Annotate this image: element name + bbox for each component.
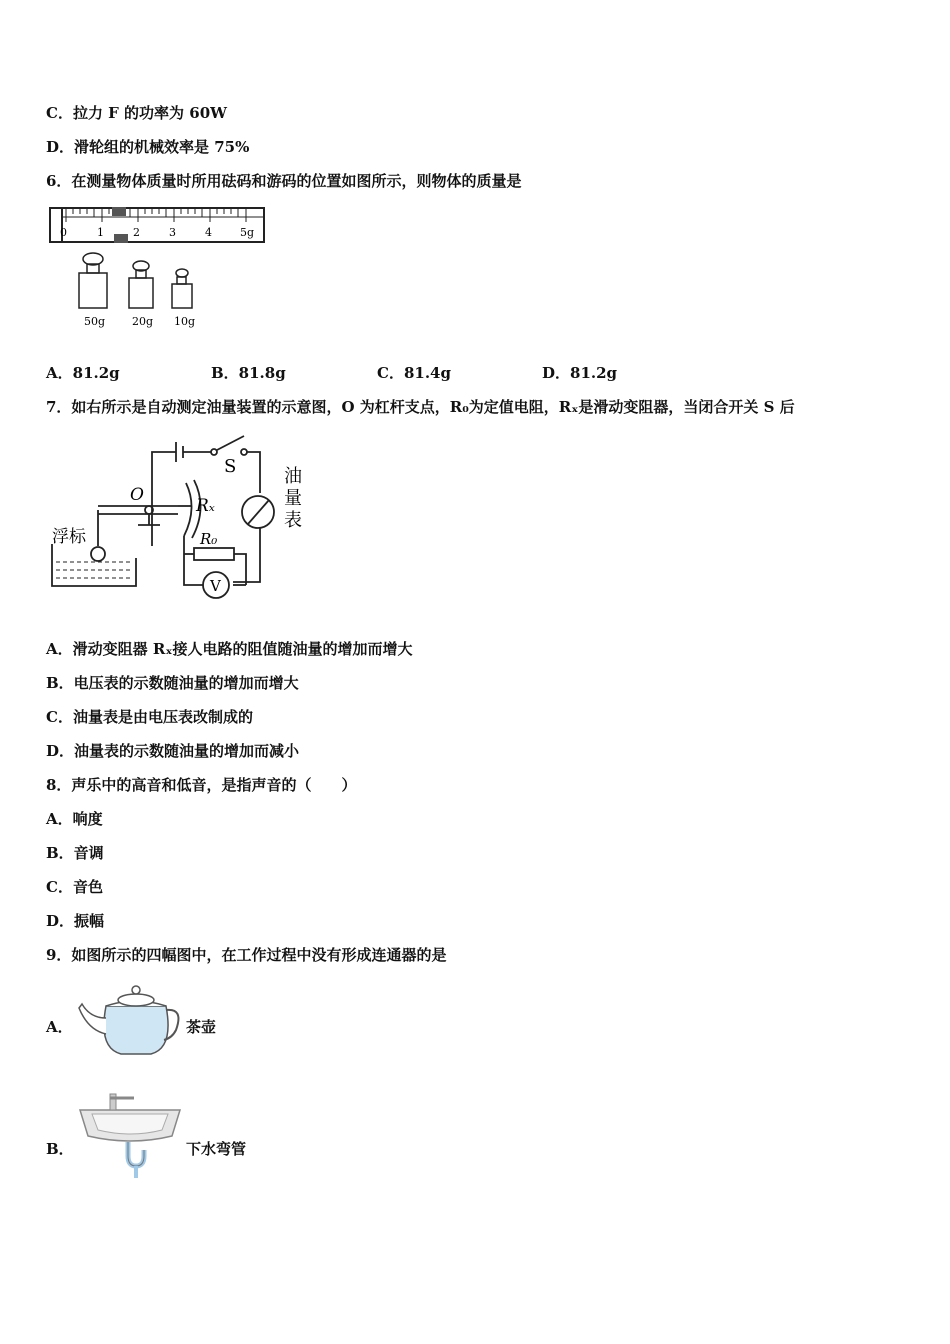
gauge-label-3: 表 (284, 510, 302, 531)
voltmeter-label: V (210, 577, 221, 595)
q7-option-c: C．油量表是由电压表改制成的 (46, 708, 253, 726)
q9-option-b-label: B． (46, 1140, 74, 1158)
gauge-label-1: 油 (284, 466, 302, 487)
q7-option-a: A．滑动变阻器 Rₓ接人电路的阻值随油量的增加而增大 (46, 640, 413, 658)
q5-option-d: D．滑轮组的机械效率是 75% (46, 138, 250, 156)
scale-tick-5: 5g (240, 226, 255, 239)
q9-stem: 9．如图所示的四幅图中，在工作过程中没有形成连通器的是 (46, 946, 447, 964)
q5-option-c: C．拉力 F 的功率为 60W (46, 104, 227, 122)
q6-option-c: C．81.4g (377, 364, 451, 382)
weight-10g-label: 10g (174, 315, 196, 328)
sink-drain-image (76, 1088, 186, 1180)
scale-tick-0: 0 (60, 226, 67, 239)
q7-stem: 7．如右所示是自动测定油量装置的示意图，O 为杠杆支点，R₀为定值电阻，Rₓ是滑动变阻器，当闭合开关 S 后 (46, 398, 795, 416)
gauge-label-2: 量 (284, 488, 302, 509)
q8-option-c: C．音色 (46, 878, 103, 896)
q7-option-b: B．电压表的示数随油量的增加而增大 (46, 674, 299, 692)
q8-stem: 8．声乐中的高音和低音，是指声音的（ ） (46, 776, 357, 794)
scale-tick-2: 2 (133, 226, 140, 239)
float-label: 浮标 (52, 527, 86, 547)
scale-tick-4: 4 (205, 226, 212, 239)
balance-scale-figure (46, 198, 271, 333)
q6-option-d: D．81.2g (542, 364, 618, 382)
q8-option-d: D．振幅 (46, 912, 105, 930)
q7-option-d: D．油量表的示数随油量的增加而减小 (46, 742, 300, 760)
rx-label: Rₓ (196, 496, 215, 516)
oil-gauge-circuit-figure (46, 428, 316, 604)
teapot-image (76, 978, 186, 1060)
q8-option-b: B．音调 (46, 844, 104, 862)
scale-tick-3: 3 (169, 226, 176, 239)
pivot-label: O (130, 485, 144, 505)
weight-50g-label: 50g (84, 315, 106, 328)
weight-20g-label: 20g (132, 315, 154, 328)
scale-tick-1: 1 (97, 226, 104, 239)
teapot-caption: 茶壶 (186, 1018, 217, 1036)
r0-label: R₀ (200, 530, 218, 548)
q6-stem: 6．在测量物体质量时所用砝码和游码的位置如图所示，则物体的质量是 (46, 172, 522, 190)
q6-option-b: B．81.8g (211, 364, 286, 382)
switch-label: S (224, 456, 237, 477)
q8-option-a: A．响度 (46, 810, 103, 828)
sink-caption: 下水弯管 (186, 1140, 247, 1158)
q6-option-a: A．81.2g (46, 364, 120, 382)
q9-option-a-label: A． (46, 1018, 73, 1036)
